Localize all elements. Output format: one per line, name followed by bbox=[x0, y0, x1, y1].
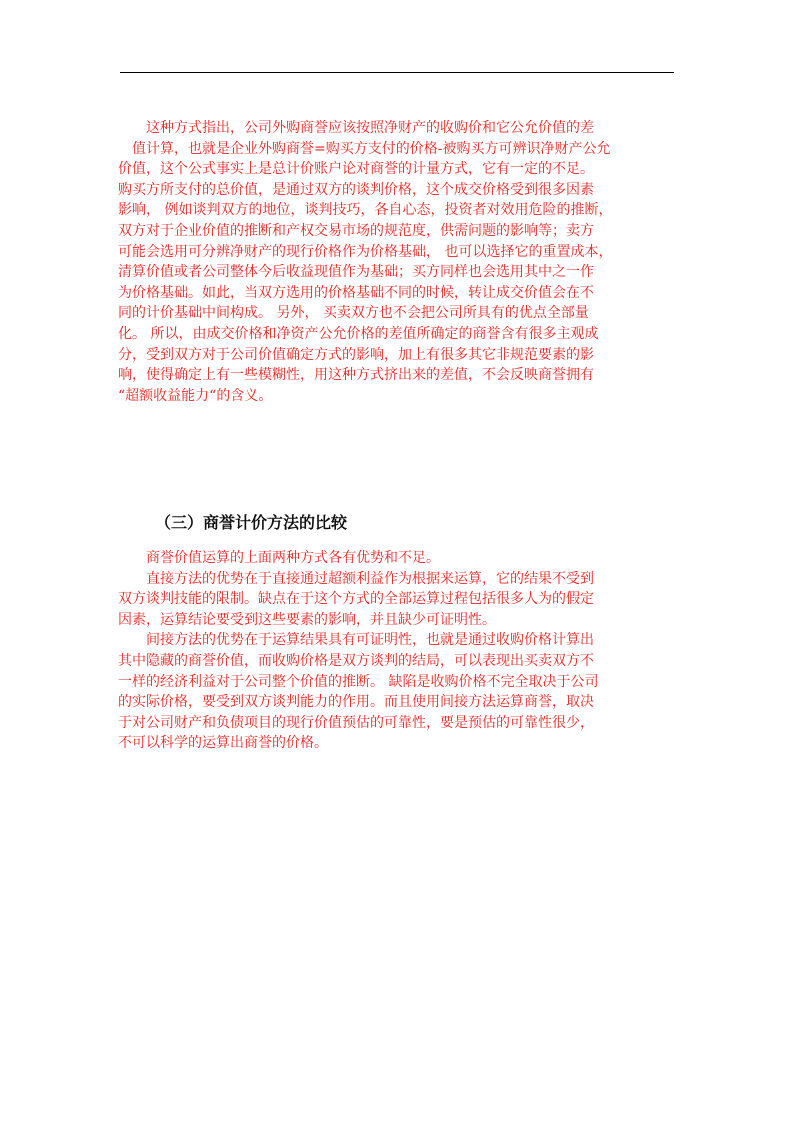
text-line: 双方谈判技能的限制。缺点在于这个方式的全部运算过程包括很多人为的假定 bbox=[118, 591, 594, 608]
text-line: 清算价值或者公司整体今后收益现值作为基础；买方同样也会选用其中之一作 bbox=[118, 264, 594, 281]
text-line: “超额收益能力“的含义。 bbox=[118, 387, 273, 404]
text-line: 的实际价格，要受到双方谈判能力的作用。而且使用间接方法运算商誉，取决 bbox=[118, 694, 594, 711]
text-line: 价值，这个公式事实上是总计价账户论对商誉的计量方式，它有一定的不足。 bbox=[118, 161, 594, 178]
text-line: 值计算，也就是企业外购商誉=购买方支付的价格-被购买方可辨识净财产公允 bbox=[118, 140, 611, 157]
text-line: 响，使得确定上有一些模糊性，用这种方式挤出来的差值，不会反映商誉拥有 bbox=[118, 367, 594, 384]
text-line: 于对公司财产和负债项目的现行价值预估的可靠性，要是预估的可靠性很少， bbox=[118, 714, 594, 731]
text-line: 不可以科学的运算出商誉的价格。 bbox=[118, 735, 328, 752]
text-line: 间接方法的优势在于运算结果具有可证明性，也就是通过收购价格计算出 bbox=[118, 632, 594, 649]
text-line: 其中隐藏的商誉价值，而收购价格是双方谈判的结局，可以表现出买卖双方不 bbox=[118, 652, 594, 669]
text-line: 购买方所支付的总价值，是通过双方的谈判价格，这个成交价格受到很多因素 bbox=[118, 181, 594, 198]
text-line: 同的计价基础中间构成。 另外， 买卖双方也不会把公司所具有的优点全部量 bbox=[118, 305, 589, 322]
section-heading: （三）商誉计价方法的比较 bbox=[155, 513, 348, 532]
text-line: 为价格基础。如此，当双方选用的价格基础不同的时候，转让成交价值会在不 bbox=[118, 284, 594, 301]
text-line: 商誉价值运算的上面两种方式各有优势和不足。 bbox=[118, 550, 440, 566]
text-line: 化。 所以，由成交价格和净资产公允价格的差值所确定的商誉含有很多主观成 bbox=[118, 325, 599, 342]
valuation-critique-paragraph bbox=[118, 118, 684, 406]
header-rule bbox=[120, 72, 674, 73]
text-line: 双方对于企业价值的推断和产权交易市场的规范度，供需问题的影响等；卖方 bbox=[118, 222, 594, 239]
text-line: 一样的经济利益对于公司整个价值的推断。 缺陷是收购价格不完全取决于公司 bbox=[118, 673, 599, 690]
text-line: 影响， 例如谈判双方的地位，谈判技巧，各自心态，投资者对效用危险的推断， bbox=[118, 202, 613, 219]
text-line: 这种方式指出，公司外购商誉应该按照净财产的收购价和它公允价值的差 bbox=[118, 120, 594, 136]
text-line: 分，受到双方对于公司价值确定方式的影响，加上有很多其它非规范要素的影 bbox=[118, 346, 594, 363]
text-line: 直接方法的优势在于直接通过超额利益作为根据来运算，它的结果不受到 bbox=[118, 570, 594, 587]
text-line: 因素，运算结论要受到这些要素的影响，并且缺少可证明性。 bbox=[118, 611, 496, 628]
method-comparison-paragraph bbox=[118, 548, 684, 754]
text-line: 可能会选用可分辨净财产的现行价格作为价格基础， 也可以选择它的重置成本， bbox=[118, 243, 613, 260]
